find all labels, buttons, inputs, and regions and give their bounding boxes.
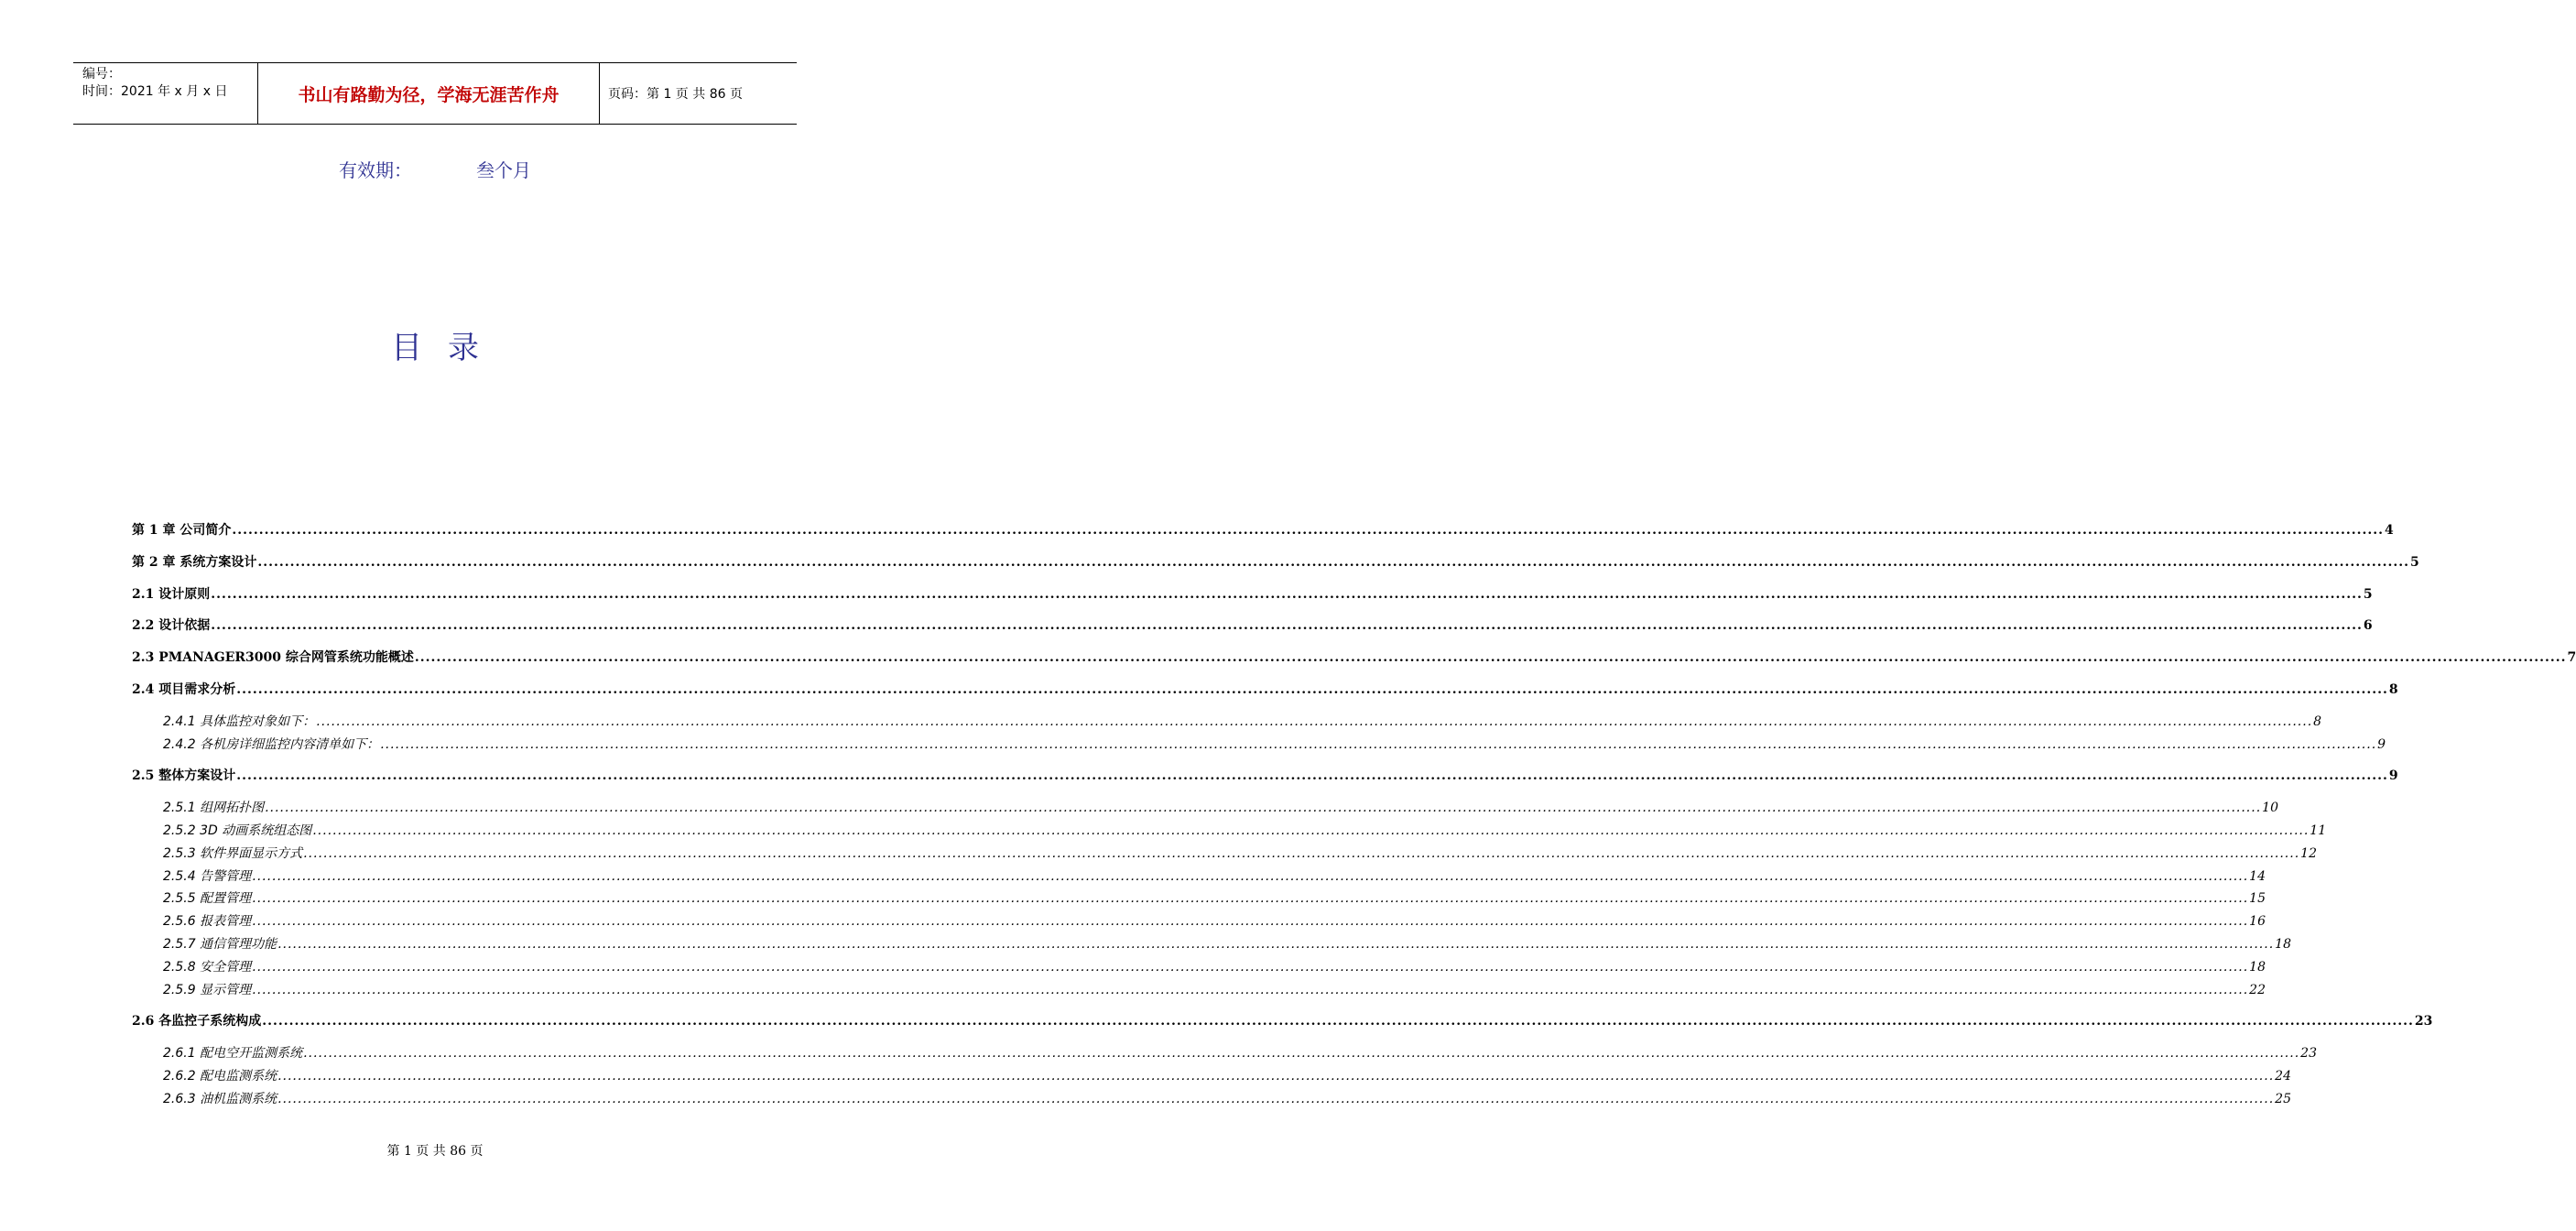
toc-entry-label: 2.5.6 报表管理 [163, 914, 252, 930]
toc-leader-dots: ................................................................................................................................................................................................................................................................................................................................................................................................................ [211, 586, 2363, 602]
toc-leader-dots: ................................................................................................................................................................................................................................................................................................................................................................................................................ [236, 768, 2388, 784]
toc-entry-label: 第 2 章 系统方案设计 [132, 554, 257, 570]
toc-entry-label: 2.4.2 各机房详细监控内容清单如下： [163, 736, 380, 752]
toc-entry[interactable] [132, 957, 2266, 980]
page-footer: 第 1 页 共 86 页 [386, 1144, 484, 1159]
toc-entry-label: 2.5.3 软件界面显示方式 [163, 845, 303, 861]
toc-entry-page: 18 [2249, 959, 2266, 975]
toc-entry[interactable] [132, 888, 2266, 911]
toc-leader-dots: ................................................................................................................................................................................................................................................................................................................................................................................................................ [277, 1068, 2275, 1084]
toc-entry-page: 12 [2300, 845, 2317, 861]
toc-leader-dots: ................................................................................................................................................................................................................................................................................................................................................................................................................ [277, 1091, 2275, 1106]
toc-entry-label: 2.5.2 3D 动画系统组态图 [163, 822, 312, 838]
toc-leader-dots: ................................................................................................................................................................................................................................................................................................................................................................................................................ [236, 681, 2388, 697]
document-number-label: 编号： [82, 67, 121, 82]
toc-leader-dots: ................................................................................................................................................................................................................................................................................................................................................................................................................ [303, 845, 2300, 861]
toc-entry-label: 2.3 PMANAGER3000 综合网管系统功能概述 [132, 650, 414, 666]
toc-entry-page: 9 [2388, 768, 2398, 784]
toc-entry-page: 22 [2249, 982, 2266, 997]
toc-entry[interactable] [132, 798, 2278, 821]
header-meta [73, 63, 257, 124]
toc-leader-dots: ................................................................................................................................................................................................................................................................................................................................................................................................................ [277, 936, 2275, 952]
toc-entry[interactable] [132, 821, 2327, 844]
toc-entry-label: 2.5.4 告警管理 [163, 868, 252, 884]
toc-entry-label: 2.5.9 显示管理 [163, 982, 252, 997]
header-motto: 书山有路勤为径，学海无涯苦作舟 [257, 63, 600, 124]
toc-entry-label: 2.5.8 安全管理 [163, 959, 252, 975]
toc-entry-label: 2.4.1 具体监控对象如下： [163, 714, 316, 729]
toc-entry-label: 2.6 各监控子系统构成 [132, 1014, 262, 1029]
toc-entry-page: 11 [2310, 822, 2327, 838]
toc-entry[interactable] [132, 766, 2398, 789]
toc-leader-dots: ................................................................................................................................................................................................................................................................................................................................................................................................................ [252, 982, 2249, 997]
toc-entry-page: 9 [2377, 736, 2386, 752]
toc-entry-page: 8 [2388, 681, 2398, 697]
toc-entry-page: 23 [2414, 1014, 2433, 1029]
toc-entry-page: 25 [2275, 1091, 2291, 1106]
toc-leader-dots: ................................................................................................................................................................................................................................................................................................................................................................................................................ [303, 1046, 2300, 1062]
toc-leader-dots: ................................................................................................................................................................................................................................................................................................................................................................................................................ [265, 801, 2262, 816]
document-date: 时间：2021 年 x 月 x 日 [82, 84, 228, 99]
header-page-info: 页码：第 1 页 共 86 页 [608, 87, 743, 102]
toc-leader-dots: ................................................................................................................................................................................................................................................................................................................................................................................................................ [232, 523, 2384, 538]
toc-leader-dots: ................................................................................................................................................................................................................................................................................................................................................................................................................ [252, 868, 2249, 884]
toc-leader-dots: ................................................................................................................................................................................................................................................................................................................................................................................................................ [257, 554, 2409, 570]
toc-entry[interactable] [132, 584, 2373, 607]
toc-leader-dots: ................................................................................................................................................................................................................................................................................................................................................................................................................ [312, 822, 2310, 838]
toc-entry[interactable] [132, 1066, 2291, 1089]
toc-entry[interactable] [132, 1043, 2317, 1066]
toc-entry-page: 15 [2249, 891, 2266, 907]
toc-leader-dots: ................................................................................................................................................................................................................................................................................................................................................................................................................ [414, 650, 2567, 666]
toc-entry[interactable] [132, 911, 2266, 934]
toc-entry-label: 2.5.7 通信管理功能 [163, 936, 277, 952]
toc-entry-page: 5 [2409, 554, 2419, 570]
toc-leader-dots: ................................................................................................................................................................................................................................................................................................................................................................................................................ [211, 618, 2363, 634]
toc-entry[interactable] [132, 520, 2394, 543]
toc-entry[interactable] [132, 1011, 2433, 1034]
toc-leader-dots: ................................................................................................................................................................................................................................................................................................................................................................................................................ [262, 1014, 2414, 1029]
toc-entry-page: 6 [2363, 618, 2373, 634]
toc-entry-label: 2.6.1 配电空开监测系统 [163, 1046, 303, 1062]
toc-entry-page: 14 [2249, 868, 2266, 884]
toc-entry[interactable] [132, 980, 2266, 1003]
toc-entry-label: 2.2 设计依据 [132, 618, 211, 634]
toc-entry-label: 2.1 设计原则 [132, 586, 211, 602]
toc-entry[interactable] [132, 735, 2386, 757]
toc-entry-label: 2.5.5 配置管理 [163, 891, 252, 907]
toc-entry-label: 2.5.1 组网拓扑图 [163, 801, 265, 816]
validity-value: 叁个月 [476, 159, 531, 181]
toc-entry[interactable] [132, 866, 2266, 889]
toc-entry-label: 2.4 项目需求分析 [132, 681, 236, 697]
toc-entry-label: 2.6.2 配电监测系统 [163, 1068, 277, 1084]
toc-leader-dots: ................................................................................................................................................................................................................................................................................................................................................................................................................ [252, 914, 2249, 930]
toc-entry[interactable] [132, 552, 2419, 575]
toc-entry-page: 18 [2275, 936, 2291, 952]
toc-leader-dots: ................................................................................................................................................................................................................................................................................................................................................................................................................ [380, 736, 2377, 752]
toc-entry-label: 第 1 章 公司简介 [132, 523, 232, 538]
toc-entry[interactable] [132, 712, 2322, 735]
toc-leader-dots: ................................................................................................................................................................................................................................................................................................................................................................................................................ [252, 959, 2249, 975]
toc-entry[interactable] [132, 934, 2291, 957]
toc-entry[interactable] [132, 648, 2576, 670]
toc-entry-label: 2.5 整体方案设计 [132, 768, 236, 784]
toc-entry-page: 7 [2567, 650, 2576, 666]
toc-entry-page: 16 [2249, 914, 2266, 930]
toc-title: 目录 [391, 330, 505, 366]
table-of-contents [132, 520, 2576, 1112]
toc-entry[interactable] [132, 680, 2398, 703]
toc-entry-label: 2.6.3 油机监测系统 [163, 1091, 277, 1106]
page-header [73, 62, 797, 125]
validity-label: 有效期： [339, 159, 412, 181]
toc-entry-page: 24 [2275, 1068, 2291, 1084]
toc-entry-page: 5 [2363, 586, 2373, 602]
toc-entry-page: 8 [2313, 714, 2322, 729]
toc-entry[interactable] [132, 616, 2373, 638]
toc-entry[interactable] [132, 844, 2317, 866]
validity-line [0, 156, 870, 182]
toc-leader-dots: ................................................................................................................................................................................................................................................................................................................................................................................................................ [316, 714, 2313, 729]
toc-entry[interactable] [132, 1089, 2291, 1112]
toc-entry-page: 10 [2262, 801, 2278, 816]
toc-entry-page: 4 [2384, 523, 2394, 538]
toc-leader-dots: ................................................................................................................................................................................................................................................................................................................................................................................................................ [252, 891, 2249, 907]
toc-entry-page: 23 [2300, 1046, 2317, 1062]
